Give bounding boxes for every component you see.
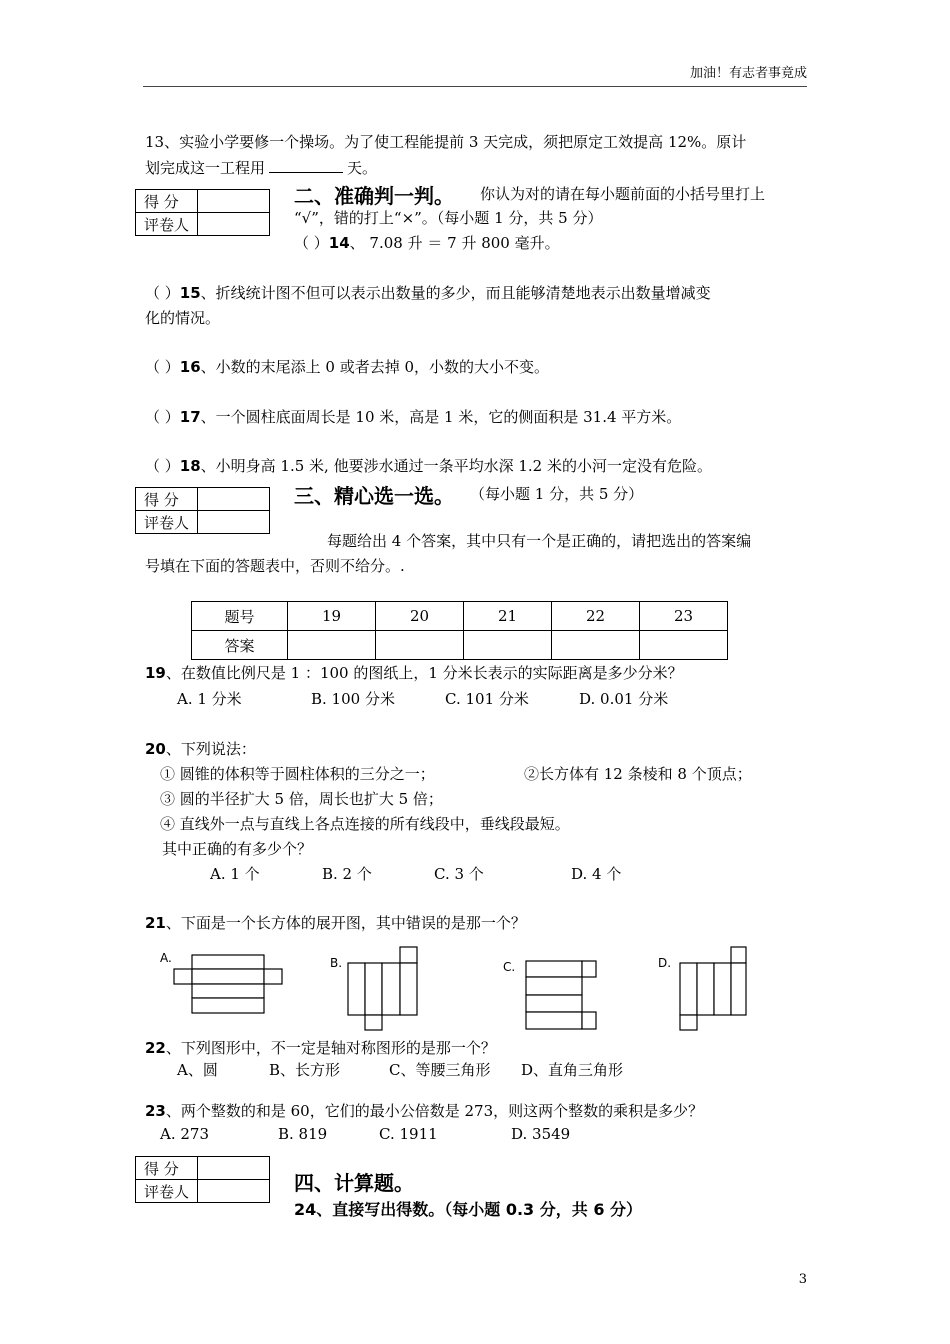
net-face (582, 961, 596, 977)
q22-option-c[interactable]: C、等腰三角形 (389, 1061, 491, 1079)
q13-line1: 13、实验小学要修一个操场。为了使工程能提前 3 天完成，须把原定工效提高 12%。原计 (145, 133, 747, 151)
q23-option-d[interactable]: D. 3549 (511, 1125, 571, 1143)
section4-sub: 24、直接写出得数。（每小题 0.3 分，共 6 分） (294, 1200, 643, 1219)
judge-text: 、 7.08 升 ＝ 7 升 800 毫升。 (349, 234, 560, 252)
answer-table-num: 20 (376, 602, 464, 631)
judge-paren[interactable]: （ ） (145, 284, 180, 302)
net-label-c: C. (503, 960, 516, 974)
answer-table-num: 21 (464, 602, 552, 631)
q19-option-a[interactable]: A. 1 分米 (177, 690, 242, 708)
q22-num: 22 (145, 1039, 166, 1057)
q20-option-a[interactable]: A. 1 个 (210, 865, 260, 883)
score-box-section3 (135, 487, 270, 534)
net-face (264, 969, 282, 984)
judge-paren[interactable]: （ ） (145, 358, 180, 376)
judge-item-18 (145, 455, 712, 476)
q23-option-a[interactable]: A. 273 (160, 1125, 209, 1143)
q20-num: 20 (145, 740, 166, 758)
score-box-section2 (135, 189, 270, 236)
grader-cell[interactable] (198, 213, 270, 236)
judge-15-cont: 化的情况。 (145, 309, 221, 327)
q19-text: 、在数值比例尺是 1 ：100 的图纸上，1 分米长表示的实际距离是多少分米？ (165, 664, 683, 682)
net-figure-b[interactable] (330, 945, 430, 1035)
net-face (526, 1012, 582, 1029)
net-figure-c[interactable] (503, 955, 603, 1035)
q19-option-d[interactable]: D. 0.01 分米 (579, 690, 669, 708)
net-face (680, 963, 697, 1015)
answer-table-num: 19 (288, 602, 376, 631)
judge-num: 17 (179, 408, 201, 426)
q13-line2 (145, 157, 377, 178)
judge-num: 16 (179, 358, 201, 376)
net-face (174, 969, 192, 984)
q21-num: 21 (145, 914, 166, 932)
q20-option-c[interactable]: C. 3 个 (434, 865, 484, 883)
q22-text: 、下列图形中，不一定是轴对称图形的是那一个？ (165, 1039, 496, 1057)
header-motto: 加油！有志者事竟成 (689, 66, 807, 81)
q20-text: 、下列说法： (165, 740, 256, 758)
q13-line2b: 天。 (347, 159, 378, 177)
net-label-a: A. (160, 951, 172, 965)
net-face (680, 1015, 697, 1030)
q13-blank[interactable] (269, 172, 343, 173)
q23-option-b[interactable]: B. 819 (278, 1125, 328, 1143)
judge-num: 15 (179, 284, 201, 302)
q20-statement-4: ④ 直线外一点与直线上各点连接的所有线段中，垂线段最短。 (160, 815, 570, 833)
net-face (582, 1012, 596, 1029)
q20-statement-1: ① 圆锥的体积等于圆柱体积的三分之一； (160, 765, 435, 783)
q22-option-a[interactable]: A、圆 (177, 1061, 218, 1079)
q22-option-b[interactable]: B、长方形 (269, 1061, 341, 1079)
net-face (348, 963, 365, 1015)
answer-table-header-label: 题号 (192, 602, 288, 631)
net-face (365, 963, 382, 1015)
section3-intro1: 每题给出 4 个答案，其中只有一个是正确的，请把选出的答案编 (327, 532, 752, 550)
grader-cell[interactable] (198, 511, 270, 534)
grader-label: 评卷人 (136, 511, 198, 534)
q23-text: 、两个整数的和是 60，它们的最小公倍数是 273，则这两个整数的乘积是多少？ (165, 1102, 704, 1120)
judge-item-16 (145, 356, 549, 377)
net-face (714, 963, 731, 1015)
q20-option-b[interactable]: B. 2 个 (322, 865, 372, 883)
score-cell[interactable] (198, 488, 270, 511)
net-face (400, 947, 417, 963)
judge-item-15 (145, 282, 711, 303)
net-face (526, 995, 582, 1012)
section2-desc1: 你认为对的请在每小题前面的小括号里打上 (480, 185, 766, 203)
answer-cell[interactable] (464, 631, 552, 660)
judge-paren[interactable]: （ ） (294, 234, 329, 252)
net-face (192, 969, 264, 984)
answer-table-num: 22 (552, 602, 640, 631)
answer-cell[interactable] (376, 631, 464, 660)
net-face (731, 963, 746, 1015)
net-label-b: B. (330, 956, 343, 970)
net-figure-d[interactable] (658, 945, 758, 1035)
section4-title: 四、计算题。 (294, 1171, 414, 1195)
net-figure-a[interactable] (160, 948, 290, 1028)
judge-num: 14 (328, 234, 350, 252)
net-face (526, 977, 582, 995)
section3-desc: （每小题 1 分，共 5 分） (470, 485, 644, 503)
q13-line2a: 划完成这一工程用 (145, 159, 266, 177)
q22-option-d[interactable]: D、直角三角形 (521, 1061, 624, 1079)
net-face (697, 963, 714, 1015)
judge-text: 、折线统计图不但可以表示出数量的多少，而且能够清楚地表示出数量增减变 (200, 284, 711, 302)
q19-num: 19 (145, 664, 166, 682)
q19-stem (145, 662, 683, 683)
section3-title: 三、精心选一选。 (294, 484, 454, 508)
answer-cell[interactable] (552, 631, 640, 660)
answer-table-answer-label: 答案 (192, 631, 288, 660)
net-face (365, 1015, 382, 1030)
section3-intro2: 号填在下面的答题表中，否则不给分。. (145, 557, 405, 575)
net-face (400, 963, 417, 1015)
net-face (382, 963, 400, 1015)
score-label: 得 分 (136, 190, 198, 213)
q21-text: 、下面是一个长方体的展开图，其中错误的是那一个？ (165, 914, 526, 932)
q19-option-b[interactable]: B. 100 分米 (311, 690, 395, 708)
q23-num: 23 (145, 1102, 166, 1120)
q20-ask: 其中正确的有多少个？ (162, 840, 313, 858)
answer-table (191, 601, 728, 660)
net-face (192, 998, 264, 1013)
net-face (192, 984, 264, 998)
judge-paren[interactable]: （ ） (145, 457, 180, 475)
judge-item-17 (145, 406, 681, 427)
judge-text: 、小数的末尾添上 0 或者去掉 0，小数的大小不变。 (200, 358, 550, 376)
score-box-section4 (135, 1156, 270, 1203)
score-label: 得 分 (136, 488, 198, 511)
q20-stem (145, 738, 256, 759)
judge-paren[interactable]: （ ） (145, 408, 180, 426)
net-face (192, 955, 264, 969)
page-number: 3 (798, 1272, 807, 1287)
grader-label: 评卷人 (136, 1180, 198, 1203)
judge-text: 、小明身高 1.5 米, 他要涉水通过一条平均水深 1.2 米的小河一定没有危险。 (200, 457, 712, 475)
q19-option-c[interactable]: C. 101 分米 (445, 690, 529, 708)
grader-label: 评卷人 (136, 213, 198, 236)
section2-desc2: “√”，错的打上“×”。（每小题 1 分，共 5 分） (294, 209, 603, 227)
q20-option-d[interactable]: D. 4 个 (571, 865, 622, 883)
judge-text: 、一个圆柱底面周长是 10 米，高是 1 米，它的侧面积是 31.4 平方米。 (200, 408, 682, 426)
score-cell[interactable] (198, 1157, 270, 1180)
answer-cell[interactable] (640, 631, 728, 660)
q23-option-c[interactable]: C. 1911 (379, 1125, 438, 1143)
q20-statement-2: ②长方体有 12 条棱和 8 个顶点； (524, 765, 752, 783)
q20-statement-3: ③ 圆的半径扩大 5 倍，周长也扩大 5 倍； (160, 790, 443, 808)
grader-cell[interactable] (198, 1180, 270, 1203)
judge-item-14 (294, 232, 560, 253)
q23-stem (145, 1100, 703, 1121)
q21-stem (145, 912, 526, 933)
judge-num: 18 (179, 457, 201, 475)
section2-title: 二、准确判一判。 (294, 184, 454, 208)
net-face (731, 947, 746, 963)
answer-cell[interactable] (288, 631, 376, 660)
net-label-d: D. (658, 956, 672, 970)
score-label: 得 分 (136, 1157, 198, 1180)
answer-table-num: 23 (640, 602, 728, 631)
q22-stem (145, 1037, 496, 1058)
header-rule (143, 86, 807, 87)
net-face (526, 961, 582, 977)
score-cell[interactable] (198, 190, 270, 213)
